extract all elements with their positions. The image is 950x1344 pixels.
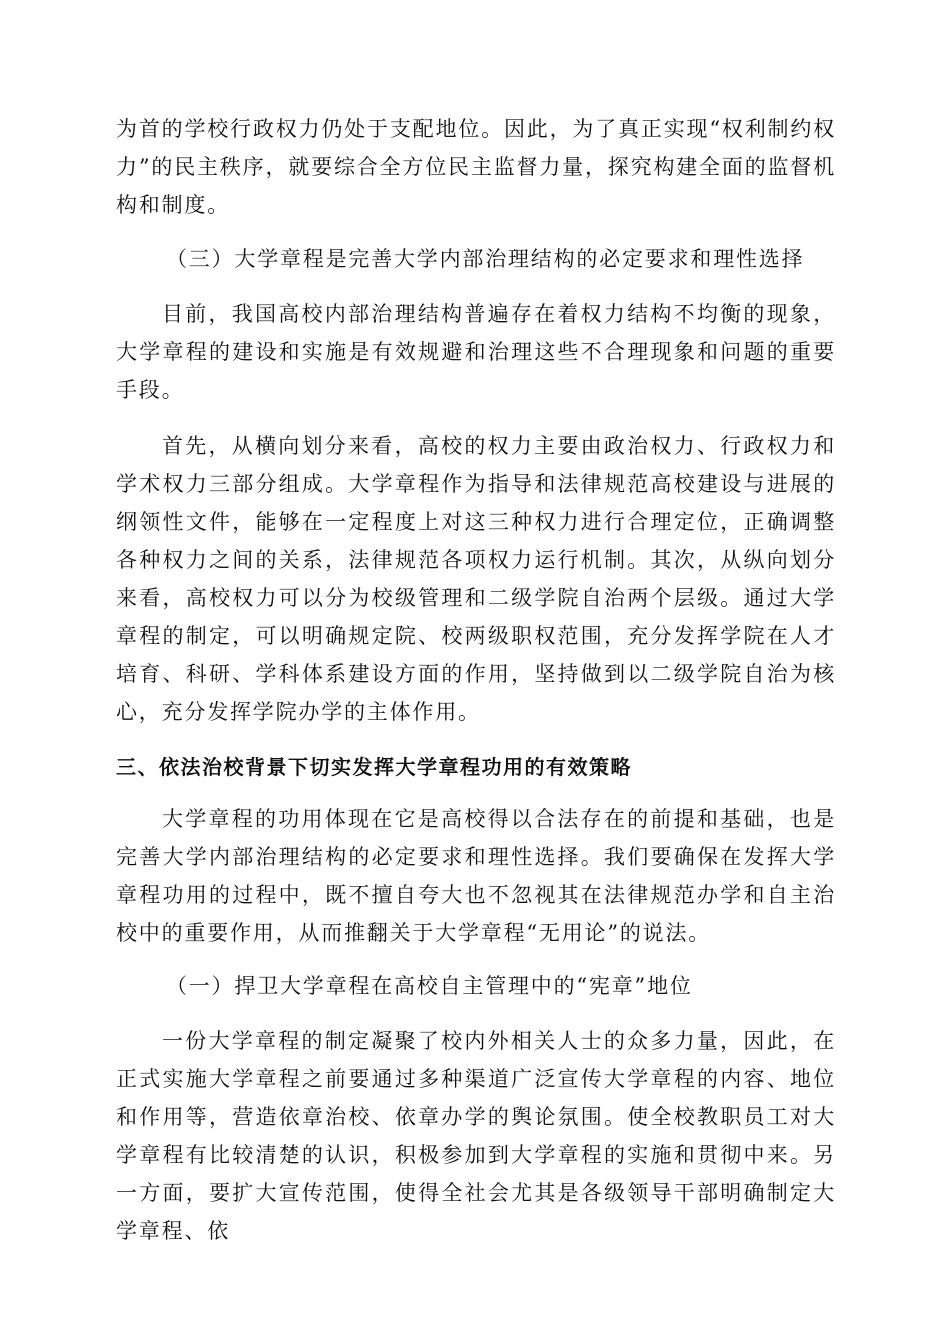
paragraph-promotion: 一份大学章程的制定凝聚了校内外相关人士的众多力量，因此，在正式实施大学章程之前要通过多种渠道广泛宣传大学章程的内容、地位和作用等，营造依章治校、依章办学的舆论氛围。使全校教职员工对大学章程有比较清楚的认识，积极参加到大学章程的实施和贯彻中来。另一方面，要扩大宣传范围，使得全社会尤其是各级领导干部明确制定大学章程、依	[116, 1029, 836, 1243]
subheading-one: （一）捍卫大学章程在高校自主管理中的“宪章”地位	[166, 974, 693, 998]
section-heading-three: 三、依法治校背景下切实发挥大学章程功用的有效策略	[116, 755, 632, 779]
subheading-three: （三）大学章程是完善大学内部治理结构的必定要求和理性选择	[166, 247, 805, 271]
paragraph-charter-function: 大学章程的功用体现在它是高校得以合法存在的前提和基础，也是完善大学内部治理结构的必定要求和理性选择。我们要确保在发挥大学章程功用的过程中，既不擅自夸大也不忽视其在法律规范办学和自主治校中的重要作用，从而推翻关于大学章程“无用论”的说法。	[116, 807, 836, 945]
paragraph-current-situation: 目前，我国高校内部治理结构普遍存在着权力结构不均衡的现象，大学章程的建设和实施是有效规避和治理这些不合理现象和问题的重要手段。	[116, 302, 836, 402]
paragraph-power-structure: 首先，从横向划分来看，高校的权力主要由政治权力、行政权力和学术权力三部分组成。大学章程作为指导和法律规范高校建设与进展的纲领性文件，能够在一定程度上对这三种权力进行合理定位，正确调整各种权力之间的关系，法律规范各项权力运行机制。其次，从纵向划分来看，高校权力可以分为校级管理和二级学院自治两个层级。通过大学章程的制定，可以明确规定院、校两级职权范围，充分发挥学院在人才培育、科研、学科体系建设方面的作用，坚持做到以二级学院自治为核心，充分发挥学院办学的主体作用。	[116, 434, 836, 724]
paragraph-continued: 为首的学校行政权力仍处于支配地位。因此，为了真正实现“权利制约权力”的民主秩序，就要综合全方位民主监督力量，探究构建全面的监督机构和制度。	[116, 117, 836, 217]
